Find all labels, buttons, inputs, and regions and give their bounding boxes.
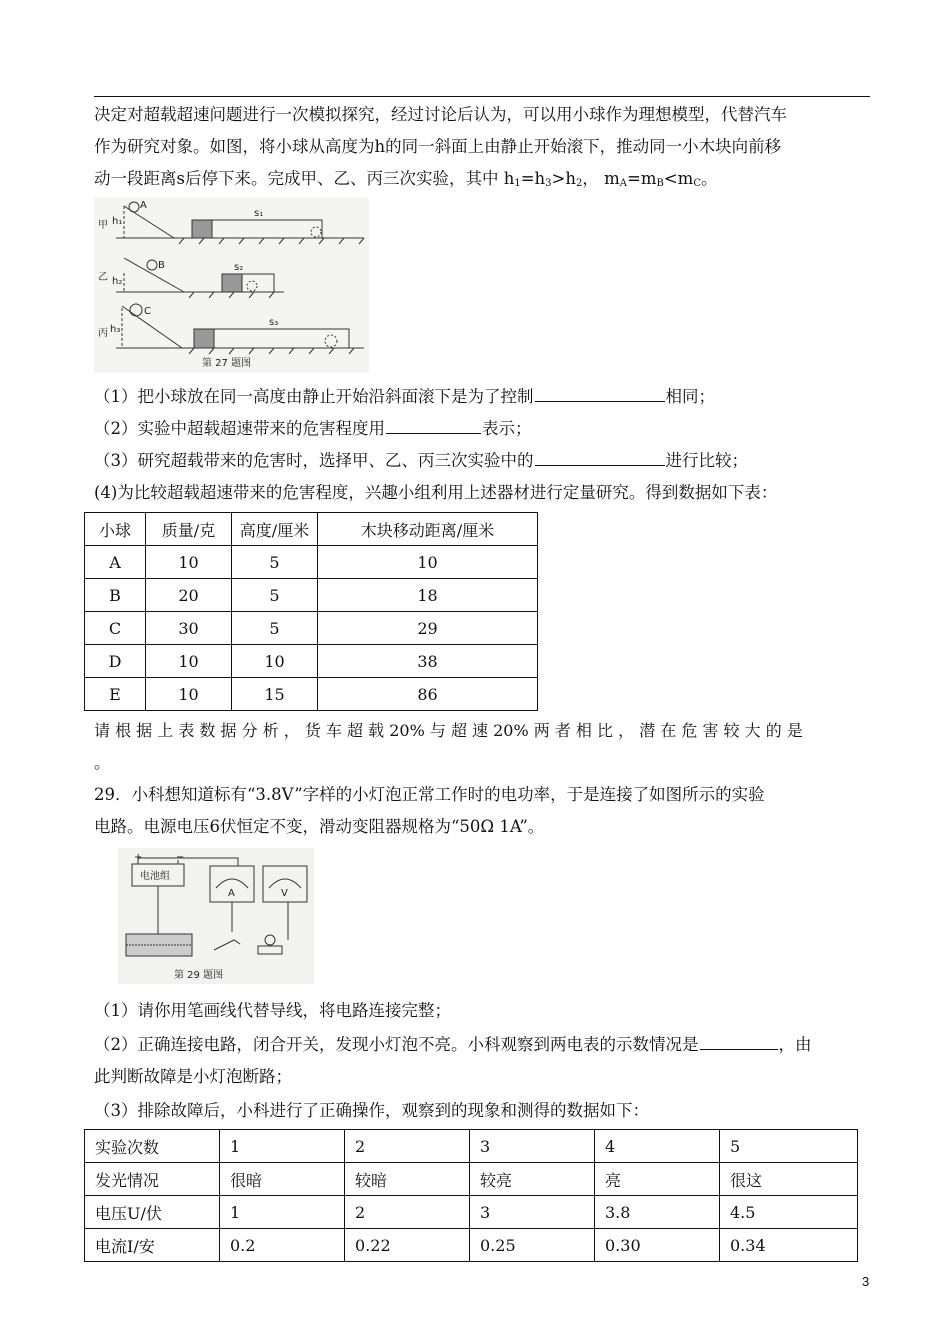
table-cell: 实验次数 — [85, 1130, 220, 1163]
table-cell: 4 — [595, 1130, 720, 1163]
table-cell: 3 — [470, 1130, 595, 1163]
header-rule — [94, 96, 870, 97]
table-cell: 高度/厘米 — [232, 513, 318, 546]
table-cell: 3.8 — [595, 1196, 720, 1229]
fig27-label-yi: 乙 — [98, 272, 108, 283]
table-cell: 质量/克 — [146, 513, 232, 546]
intro-line-1: 决定对超载超速问题进行一次模拟探究，经过讨论后认为，可以用小球作为理想模型，代替汽车 — [94, 105, 787, 124]
fig27-ball-b: B — [158, 260, 165, 271]
answer-blank-1[interactable] — [535, 383, 665, 402]
table-cell: B — [85, 579, 146, 612]
ammeter-label: A — [228, 888, 235, 899]
table-cell: 4.5 — [720, 1196, 858, 1229]
figure-29-circuit — [118, 848, 314, 984]
intro-line-2: 作为研究对象。如图，将小球从高度为h的同一斜面上由静止开始滚下，推动同一小木块向前移 — [94, 137, 782, 156]
table-cell: 10 — [146, 678, 232, 711]
fig27-label-jia: 甲 — [98, 220, 108, 231]
table-cell: 10 — [232, 645, 318, 678]
fig27-ball-a: A — [140, 200, 147, 211]
voltmeter-label: V — [281, 888, 288, 899]
table-row — [85, 678, 538, 711]
fig27-caption: 第 27 题图 — [202, 358, 252, 369]
fig27-s2: s₂ — [234, 262, 244, 273]
q29-part-1: （1）请你用笔画线代替导线，将电路连接完整； — [94, 1001, 451, 1020]
answer-blank-4[interactable] — [700, 1031, 778, 1050]
table-row — [85, 645, 538, 678]
table-cell: A — [85, 546, 146, 579]
table-cell: 86 — [318, 678, 538, 711]
table-cell: 0.2 — [220, 1229, 345, 1262]
fig27-ball-c: C — [144, 306, 151, 317]
table-cell: 15 — [232, 678, 318, 711]
q28-part-3: （3）研究超载带来的危害时，选择甲、乙、丙三次实验中的 进行比较； — [94, 444, 872, 478]
table-cell: 电流I/安 — [85, 1229, 220, 1262]
table-cell: 0.30 — [595, 1229, 720, 1262]
table-cell: 5 — [720, 1130, 858, 1163]
table-cell: 2 — [345, 1196, 470, 1229]
lamp-data-table — [84, 1129, 858, 1262]
table-cell: 5 — [232, 579, 318, 612]
ball-data-table — [84, 512, 538, 711]
table-row — [85, 1163, 858, 1196]
battery-minus: − — [176, 852, 185, 863]
table-cell: 10 — [318, 546, 538, 579]
table-cell: 很暗 — [220, 1163, 345, 1196]
table-cell: 3 — [470, 1196, 595, 1229]
table-cell: 2 — [345, 1130, 470, 1163]
table-cell: 5 — [232, 546, 318, 579]
table-cell: 1 — [220, 1130, 345, 1163]
q29-part-3: （3）排除故障后，小科进行了正确操作，观察到的现象和测得的数据如下： — [94, 1101, 649, 1120]
table-cell: 38 — [318, 645, 538, 678]
table-row — [85, 1196, 858, 1229]
fig27-label-bing: 丙 — [98, 328, 108, 339]
table-row — [85, 1130, 858, 1163]
table-cell: 木块移动距离/厘米 — [318, 513, 538, 546]
q29-part-2: （2）正确连接电路，闭合开关，发现小灯泡不亮。小科观察到两电表的示数情况是 ，由 — [94, 1028, 872, 1062]
battery-label: 电池组 — [140, 871, 170, 882]
q28-analysis-end: 。 — [94, 753, 111, 772]
table-cell: 较亮 — [470, 1163, 595, 1196]
q28-part-2: （2）实验中超载超速带来的危害程度用 表示； — [94, 412, 872, 446]
table-cell: 0.25 — [470, 1229, 595, 1262]
q29-part-2-cont: 此判断故障是小灯泡断路； — [94, 1067, 292, 1086]
table-cell: 亮 — [595, 1163, 720, 1196]
q29-line-2: 电路。电源电压6伏恒定不变，滑动变阻器规格为“50Ω 1A”。 — [94, 817, 545, 836]
table-cell: 很这 — [720, 1163, 858, 1196]
table-cell: D — [85, 645, 146, 678]
table-row — [85, 579, 538, 612]
table-cell: 小球 — [85, 513, 146, 546]
answer-blank-3[interactable] — [535, 447, 665, 466]
table-cell: C — [85, 612, 146, 645]
q29-line-1: 29．小科想知道标有“3.8V”字样的小灯泡正常工作时的电功率，于是连接了如图所示的实验 — [94, 785, 765, 804]
fig27-h3: h₃ — [110, 324, 121, 335]
q28-analysis-line: 请 根 据 上 表 数 据 分 析 ， 货 车 超 载 20% 与 超 速 20% 两 者 相 比 ， 潜 在 危 害 较 大 的 是 — [94, 721, 803, 740]
table-cell: 30 — [146, 612, 232, 645]
table-cell: 5 — [232, 612, 318, 645]
fig29-caption: 第 29 题图 — [174, 970, 224, 981]
table-cell: 较暗 — [345, 1163, 470, 1196]
table-row — [85, 1229, 858, 1262]
table-cell: 1 — [220, 1196, 345, 1229]
table-cell: 18 — [318, 579, 538, 612]
table-row — [85, 612, 538, 645]
intro-line-3: 动一段距离s后停下来。完成甲、乙、丙三次实验，其中 $h_1=h_3>h_2$， $m_A=m_B<m_C$。 — [94, 169, 718, 189]
figure-27-diagram — [94, 198, 369, 373]
q28-part-4: (4)为比较超载超速带来的危害程度，兴趣小组利用上述器材进行定量研究。得到数据如下表： — [94, 483, 778, 502]
page-number: 3 — [862, 1274, 870, 1289]
table-cell: 电压U/伏 — [85, 1196, 220, 1229]
answer-blank-2[interactable] — [386, 415, 481, 434]
table-header-row — [85, 513, 538, 546]
fig27-h2: h₂ — [112, 276, 123, 287]
fig27-s3: s₃ — [269, 317, 279, 328]
fig27-h1: h₁ — [112, 216, 123, 227]
table-cell: 发光情况 — [85, 1163, 220, 1196]
table-cell: 10 — [146, 645, 232, 678]
table-cell: 20 — [146, 579, 232, 612]
fig27-s1: s₁ — [254, 208, 264, 219]
table-cell: 10 — [146, 546, 232, 579]
battery-plus: + — [134, 852, 143, 863]
table-cell: 29 — [318, 612, 538, 645]
table-row — [85, 546, 538, 579]
table-cell: 0.22 — [345, 1229, 470, 1262]
q28-part-1: （1）把小球放在同一高度由静止开始沿斜面滚下是为了控制 相同； — [94, 380, 872, 414]
table-cell: 0.34 — [720, 1229, 858, 1262]
table-cell: E — [85, 678, 146, 711]
